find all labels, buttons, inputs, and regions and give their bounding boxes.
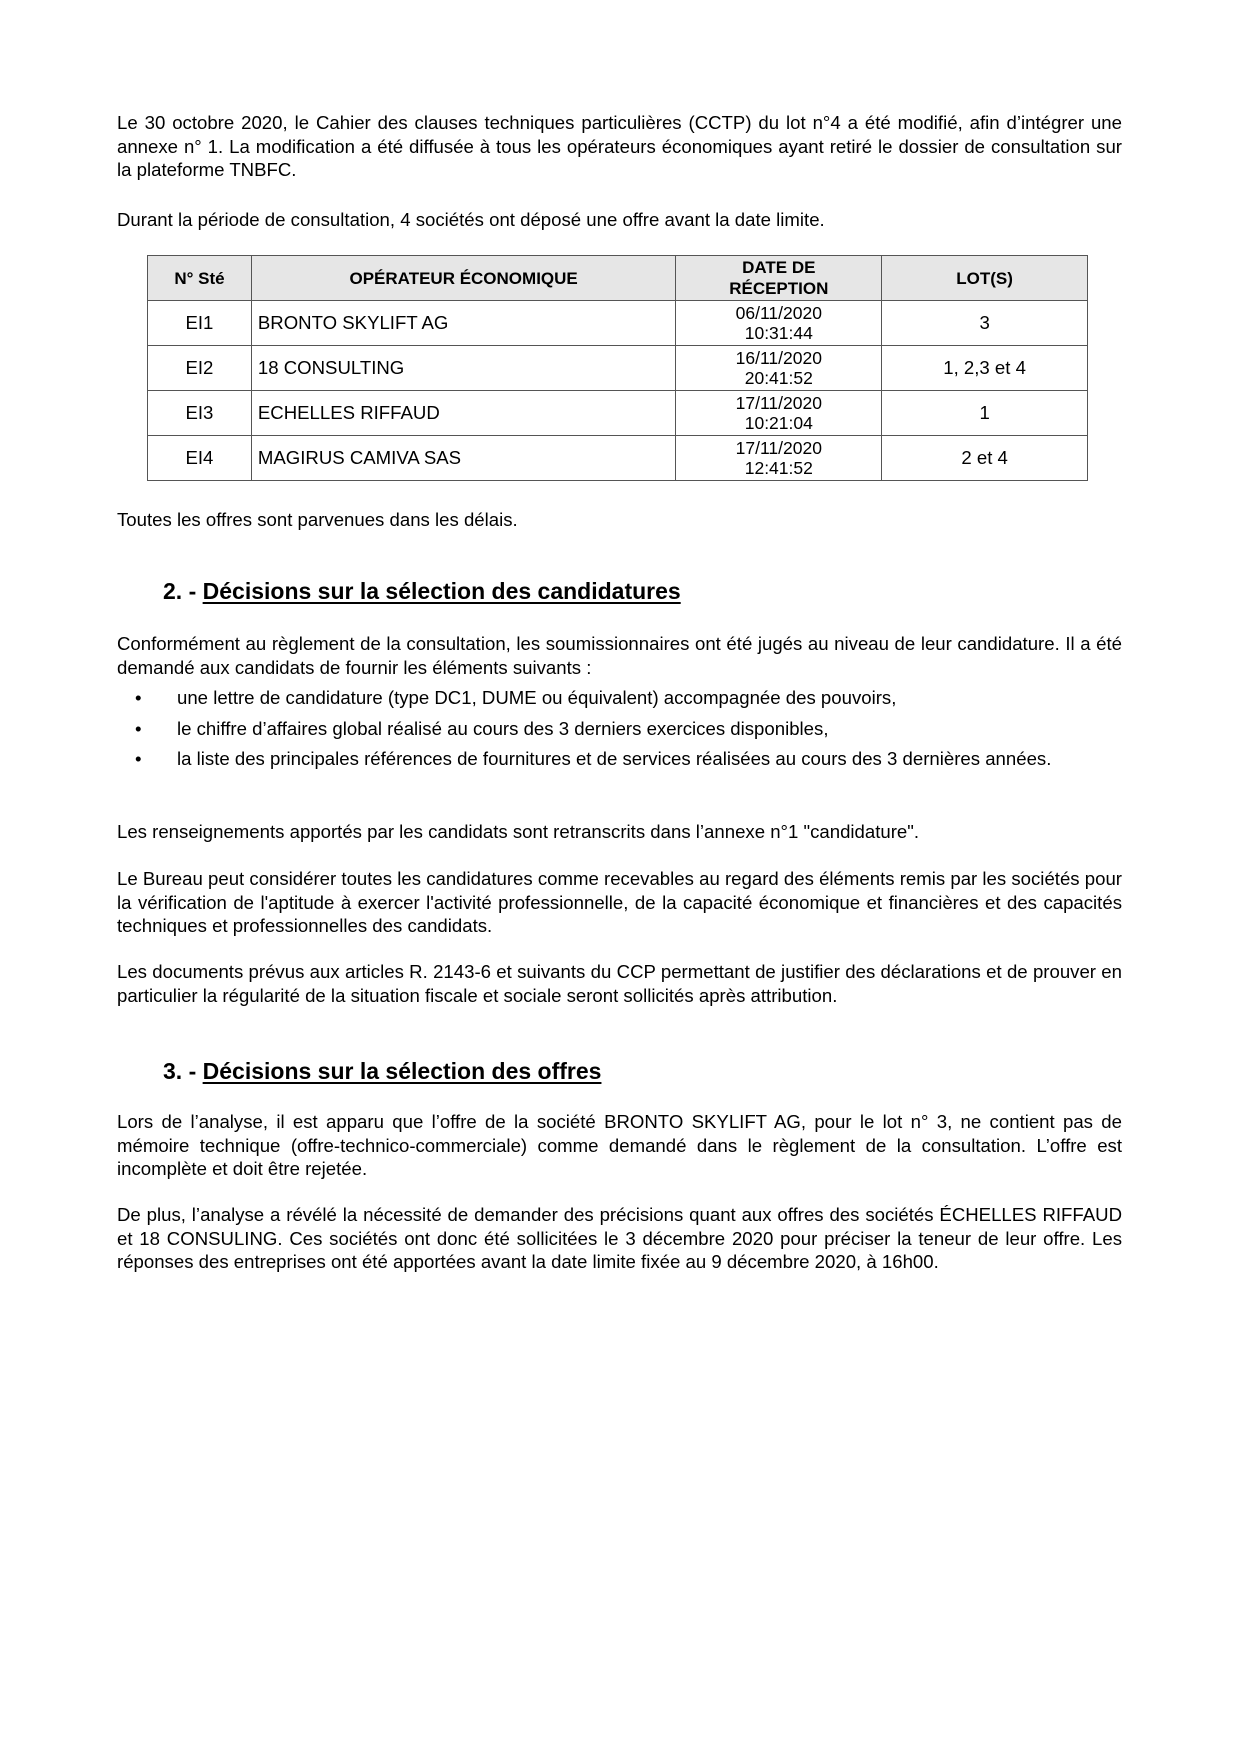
section-2-intro: Conformément au règlement de la consultation, les soumissionnaires ont été jugés au niveau de leur candidature. Il a été demandé aux candidats de fournir les éléments suivants : xyxy=(117,633,1122,678)
cell-id: EI4 xyxy=(148,436,252,481)
cell-date-time: 20:41:52 xyxy=(744,368,813,388)
cell-date-day: 17/11/2020 xyxy=(735,393,822,413)
cell-date-day: 17/11/2020 xyxy=(735,438,822,458)
cell-lots: 3 xyxy=(882,301,1088,346)
intro-paragraph: Le 30 octobre 2020, le Cahier des clauses techniques particulières (CCTP) du lot n°4 a été modifié, afin d’intégrer une annexe n° 1. La modification a été diffusée à tous les opérateurs économiques ayant retiré le dossier de consultation sur la plateforme TNBFC. xyxy=(117,112,1122,180)
intro-count-paragraph: Durant la période de consultation, 4 sociétés ont déposé une offre avant la date limite. xyxy=(117,209,825,230)
section-2-documents-paragraph: Les documents prévus aux articles R. 2143-6 et suivants du CCP permettant de justifier des déclarations et de prouver en particulier la régularité de la situation fiscale et sociale seront sollicités après attribution. xyxy=(117,961,1122,1006)
section-2-bureau-paragraph: Le Bureau peut considérer toutes les candidatures comme recevables au regard des éléments remis par les sociétés pour la vérification de l'aptitude à exercer l'activité professionnelle, de la capacité économique et financières et des capacités techniques et professionnelles des candidats. xyxy=(117,868,1122,936)
bullet-icon: • xyxy=(135,748,142,769)
table-row xyxy=(148,391,1088,436)
header-date-line2: RÉCEPTION xyxy=(729,279,829,298)
cell-id: EI1 xyxy=(148,301,252,346)
table-row xyxy=(148,346,1088,391)
section-3-analysis-paragraph: Lors de l’analyse, il est apparu que l’offre de la société BRONTO SKYLIFT AG, pour le lot n° 3, ne contient pas de mémoire technique (offre-technico-commerciale) comme demandé dans le règlement de la consultation. L’offre est incomplète et doit être rejetée. xyxy=(117,1111,1122,1179)
bullet-icon: • xyxy=(135,687,142,708)
cell-operator: 18 CONSULTING xyxy=(251,346,676,391)
cell-lots: 1, 2,3 et 4 xyxy=(882,346,1088,391)
table-row xyxy=(148,436,1088,481)
cell-date xyxy=(676,346,882,391)
header-id: N° Sté xyxy=(148,256,252,301)
section-2-annex-note: Les renseignements apportés par les candidats sont retranscrits dans l’annexe n°1 "candidature". xyxy=(117,821,920,842)
list-item xyxy=(117,747,1122,771)
section-3-title: Décisions sur la sélection des offres xyxy=(202,1058,602,1084)
header-date xyxy=(676,256,882,301)
cell-date-day: 16/11/2020 xyxy=(735,348,822,368)
header-date-line1: DATE DE xyxy=(742,258,816,277)
section-3-clarification-paragraph: De plus, l’analyse a révélé la nécessité de demander des précisions quant aux offres des sociétés ÉCHELLES RIFFAUD et 18 CONSULING. Ces sociétés ont donc été sollicitées le 3 décembre 2020 pour préciser la teneur de leur offre. Les réponses des entreprises ont été apportées avant la date limite fixée au 9 décembre 2020, à 16h00. xyxy=(117,1204,1122,1272)
cell-id: EI2 xyxy=(148,346,252,391)
list-item-text: une lettre de candidature (type DC1, DUME ou équivalent) accompagnée des pouvoirs, xyxy=(177,687,897,708)
table-header-row xyxy=(148,256,1088,301)
requirements-list xyxy=(117,686,1122,778)
deadline-note: Toutes les offres sont parvenues dans les délais. xyxy=(117,509,518,530)
cell-date xyxy=(676,301,882,346)
cell-date xyxy=(676,436,882,481)
operators-table xyxy=(147,255,1088,481)
cell-id: EI3 xyxy=(148,391,252,436)
cell-date-time: 12:41:52 xyxy=(744,458,813,478)
section-3-number: 3. - xyxy=(163,1058,203,1084)
section-3-heading xyxy=(163,1058,601,1085)
list-item-text: la liste des principales références de fournitures et de services réalisées au cours des 3 dernières années. xyxy=(177,748,1052,769)
cell-date-time: 10:31:44 xyxy=(744,323,813,343)
cell-date-time: 10:21:04 xyxy=(744,413,813,433)
list-item-text: le chiffre d’affaires global réalisé au cours des 3 derniers exercices disponibles, xyxy=(177,717,829,739)
list-item xyxy=(117,717,1122,741)
cell-date xyxy=(676,391,882,436)
cell-operator: BRONTO SKYLIFT AG xyxy=(251,301,676,346)
section-2-title: Décisions sur la sélection des candidatures xyxy=(202,578,681,604)
header-lots: LOT(S) xyxy=(882,256,1088,301)
cell-operator: ECHELLES RIFFAUD xyxy=(251,391,676,436)
list-item xyxy=(117,686,1122,710)
cell-lots: 1 xyxy=(882,391,1088,436)
section-2-heading xyxy=(163,578,681,605)
bullet-icon: • xyxy=(135,717,142,739)
header-operator: OPÉRATEUR ÉCONOMIQUE xyxy=(251,256,676,301)
section-2-number: 2. - xyxy=(163,578,203,604)
cell-lots: 2 et 4 xyxy=(882,436,1088,481)
cell-date-day: 06/11/2020 xyxy=(735,303,822,323)
table-row xyxy=(148,301,1088,346)
cell-operator: MAGIRUS CAMIVA SAS xyxy=(251,436,676,481)
